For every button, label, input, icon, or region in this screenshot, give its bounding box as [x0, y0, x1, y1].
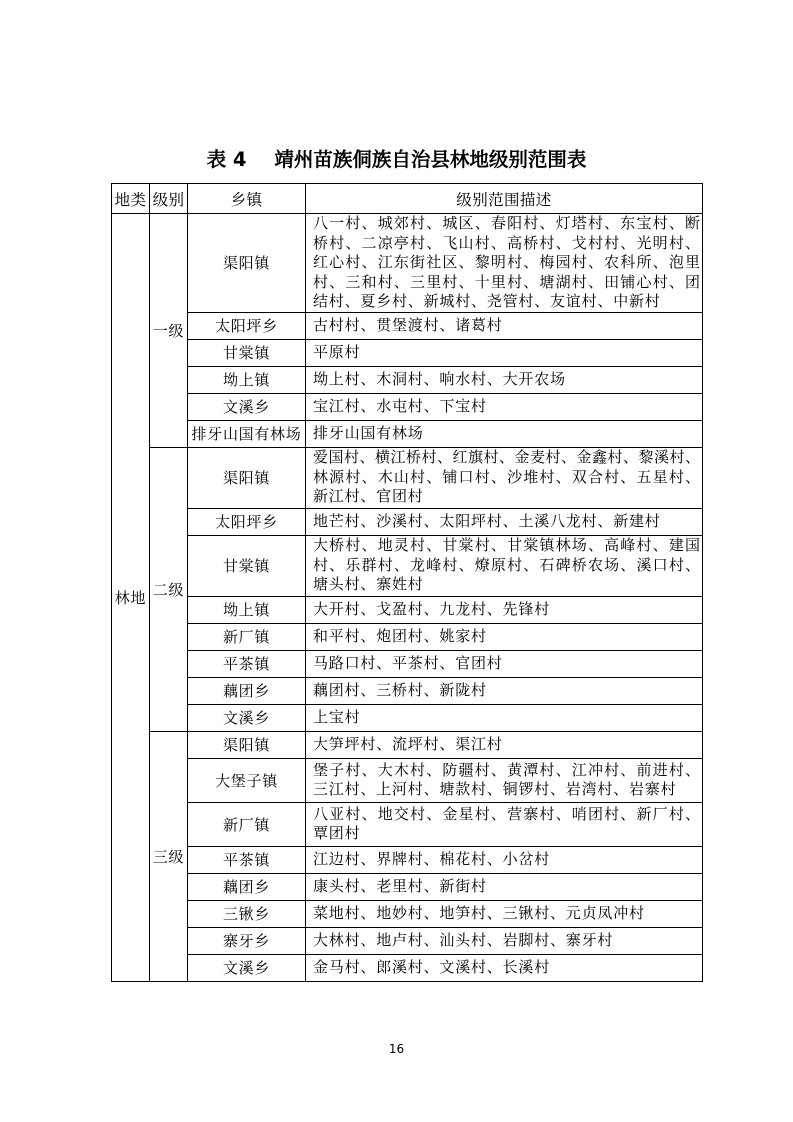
description-line: 上宝村: [313, 707, 361, 726]
description-line: 八亚村、地交村、金星村、营寨村、哨团村、新厂村、: [313, 804, 700, 823]
table-row: [112, 758, 703, 802]
description-cell: [306, 900, 703, 927]
township-cell: 平茶镇: [188, 846, 306, 873]
description-line: 林源村、木山村、铺口村、沙堆村、双合村、五星村、: [313, 467, 700, 486]
table-row: [112, 596, 703, 623]
grade-cell: 三级: [150, 731, 188, 981]
description-cell: [306, 954, 703, 981]
township-cell: 排牙山国有林场: [188, 420, 306, 447]
table-title-text: 靖州苗族侗族自治县林地级别范围表: [274, 148, 587, 171]
township-cell: 新厂镇: [188, 802, 306, 846]
description-line: 马路口村、平茶村、官团村: [313, 653, 503, 672]
header-description: 级别范围描述: [306, 184, 703, 214]
forest-grade-table: [111, 183, 703, 982]
description-line: 大开村、戈盈村、九龙村、先锋村: [313, 599, 551, 618]
township-cell: 渠阳镇: [188, 447, 306, 508]
township-cell: 坳上镇: [188, 366, 306, 393]
description-line: 红心村、江东街社区、黎明村、梅园村、农科所、泡里: [313, 253, 700, 271]
description-line: 新江村、官团村: [313, 487, 424, 506]
table-row: [112, 393, 703, 420]
grade-cell: 二级: [150, 447, 188, 731]
table-row: [112, 366, 703, 393]
table-row: [112, 954, 703, 981]
description-line: 和平村、炮团村、姚家村: [313, 626, 487, 645]
description-cell: [306, 846, 703, 873]
description-line: 桥村、二凉亭村、飞山村、高桥村、戈村村、光明村、: [313, 233, 700, 252]
description-cell: [306, 758, 703, 802]
description-line: 坳上村、木洞村、响水村、大开农场: [313, 369, 566, 388]
table-row: [112, 677, 703, 704]
table-row: [112, 927, 703, 954]
description-line: 宝江村、水屯村、下宝村: [313, 396, 487, 415]
description-cell: [306, 535, 703, 596]
description-line: 藕团村、三桥村、新陇村: [313, 680, 487, 699]
header-grade: 级别: [150, 184, 188, 214]
header-land-type: 地类: [112, 184, 150, 214]
township-cell: 藕团乡: [188, 873, 306, 900]
table-row: [112, 312, 703, 339]
township-cell: 渠阳镇: [188, 214, 306, 313]
table-title-number: 表 4: [206, 148, 247, 171]
description-line: 八一村、城郊村、城区、春阳村、灯塔村、东宝村、断: [313, 214, 700, 232]
description-cell: [306, 731, 703, 758]
table-row: [112, 704, 703, 731]
description-line: 康头村、老里村、新街村: [313, 876, 487, 895]
description-line: 堡子村、大木村、防疆村、黄潭村、江冲村、前进村、: [313, 760, 700, 779]
township-cell: 渠阳镇: [188, 731, 306, 758]
description-cell: [306, 214, 703, 313]
description-cell: [306, 650, 703, 677]
description-cell: [306, 393, 703, 420]
header-township: 乡镇: [188, 184, 306, 214]
land-type-cell: 林地: [112, 214, 150, 982]
township-cell: 文溪乡: [188, 393, 306, 420]
township-cell: 文溪乡: [188, 954, 306, 981]
description-line: 三江村、上河村、塘款村、铜锣村、岩湾村、岩寨村: [313, 780, 677, 798]
description-line: 古村村、贯堡渡村、诸葛村: [313, 315, 503, 334]
description-cell: [306, 927, 703, 954]
description-cell: [306, 873, 703, 900]
description-line: 村、乐群村、龙峰村、燎原村、石碑桥农场、溪口村、: [313, 555, 700, 574]
description-cell: [306, 420, 703, 447]
table-row: [112, 846, 703, 873]
township-cell: 平茶镇: [188, 650, 306, 677]
township-cell: 三锹乡: [188, 900, 306, 927]
table-body: [112, 214, 703, 982]
description-cell: [306, 312, 703, 339]
description-line: 大桥村、地灵村、甘棠村、甘棠镇林场、高峰村、建国: [313, 536, 700, 555]
description-line: 菜地村、地妙村、地笋村、三锹村、元贞凤冲村: [313, 903, 645, 922]
township-cell: 寨牙乡: [188, 927, 306, 954]
table-row: [112, 339, 703, 366]
table-row: [112, 214, 703, 313]
description-line: 江边村、界牌村、棉花村、小岔村: [313, 849, 551, 868]
description-cell: [306, 508, 703, 535]
table-row: [112, 535, 703, 596]
description-line: 金马村、郎溪村、文溪村、长溪村: [313, 957, 551, 976]
description-line: 排牙山国有林场: [313, 423, 424, 442]
description-cell: [306, 677, 703, 704]
table-title: [0, 147, 793, 173]
township-cell: 文溪乡: [188, 704, 306, 731]
description-cell: [306, 339, 703, 366]
table-row: [112, 900, 703, 927]
description-line: 爱国村、横江桥村、红旗村、金麦村、金鑫村、黎溪村、: [313, 448, 700, 467]
township-cell: 新厂镇: [188, 623, 306, 650]
table-row: [112, 623, 703, 650]
grade-cell: 一级: [150, 214, 188, 448]
table-row: [112, 731, 703, 758]
description-line: 覃团村: [313, 824, 361, 842]
page-number: 16: [388, 1042, 405, 1056]
table-header-row: [112, 184, 703, 214]
description-cell: [306, 704, 703, 731]
description-cell: [306, 802, 703, 846]
description-line: 结村、夏乡村、新城村、尧管村、友谊村、中新村: [313, 292, 661, 310]
description-line: 大笋坪村、流坪村、渠江村: [313, 734, 503, 753]
table-row: [112, 873, 703, 900]
table-row: [112, 508, 703, 535]
table-row: [112, 447, 703, 508]
description-line: 地芒村、沙溪村、太阳坪村、土溪八龙村、新建村: [313, 511, 661, 530]
table-row: [112, 802, 703, 846]
description-line: 平原村: [313, 342, 361, 361]
description-line: 村、三和村、三里村、十里村、塘湖村、田铺心村、团: [313, 272, 700, 291]
table-row: [112, 650, 703, 677]
description-cell: [306, 623, 703, 650]
description-cell: [306, 596, 703, 623]
township-cell: 太阳坪乡: [188, 508, 306, 535]
township-cell: 太阳坪乡: [188, 312, 306, 339]
township-cell: 坳上镇: [188, 596, 306, 623]
description-line: 大林村、地卢村、汕头村、岩脚村、寨牙村: [313, 930, 614, 949]
township-cell: 甘棠镇: [188, 339, 306, 366]
description-cell: [306, 447, 703, 508]
township-cell: 甘棠镇: [188, 535, 306, 596]
description-line: 塘头村、寨姓村: [313, 575, 424, 594]
table-row: [112, 420, 703, 447]
township-cell: 大堡子镇: [188, 758, 306, 802]
description-cell: [306, 366, 703, 393]
township-cell: 藕团乡: [188, 677, 306, 704]
